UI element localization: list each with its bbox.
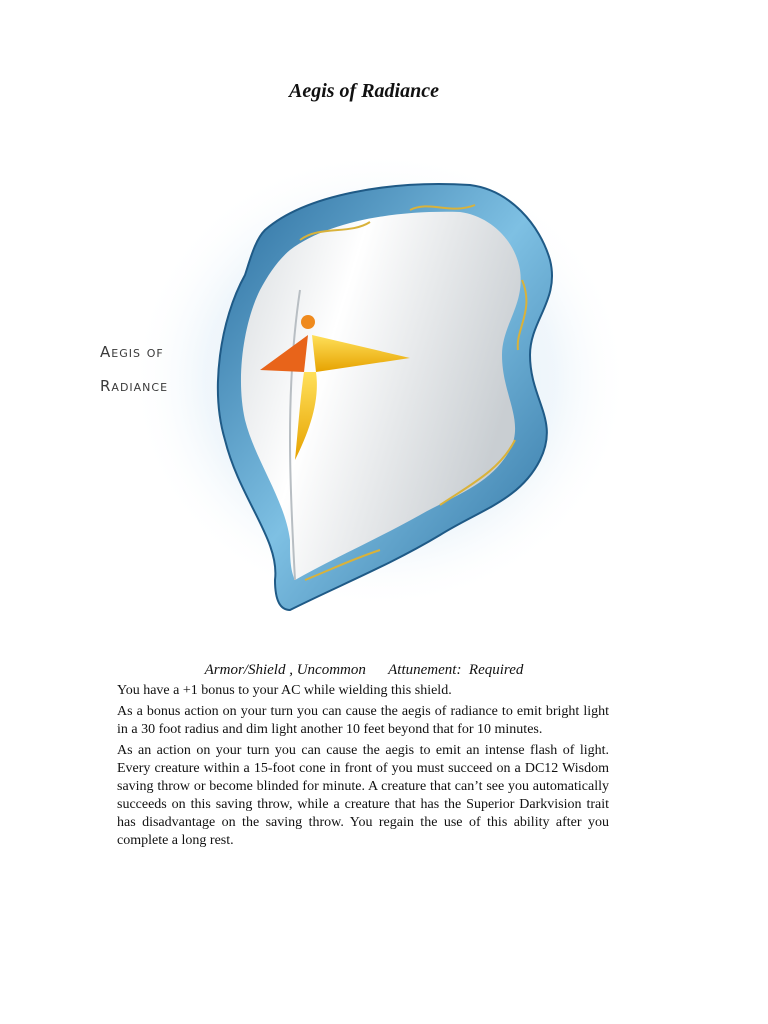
item-meta [0,662,728,679]
item-attunement: Attunement: Required [388,662,524,678]
shield-icon [90,140,630,640]
paragraph-bright-light: As a bonus action on your turn you can cause the aegis of radiance to emit bright light in a 30 foot radius and dim light another 10 feet beyond that for 10 minutes. [117,704,609,737]
item-category: Armor/Shield , Uncommon [204,662,366,678]
item-title: Aegis of Radiance [289,80,439,102]
art-caption-line-2: Radiance [100,377,169,395]
item-description [117,682,609,853]
paragraph-ac-bonus: You have a +1 bonus to your AC while wielding this shield. [117,683,452,698]
shield-illustration [90,140,630,640]
paragraph-flash: As an action on your turn you can cause the aegis to emit an intense flash of light. Every creature within a 15-foot cone in front of you must succeed on a DC12 Wisdom saving throw or become blinded for minute. A creature that can’t see you automatically succeeds on this saving throw, while a creature that has the Superior Darkvision trait has disadvantage on the saving throw. You regain the use of this ability after you complete a long rest. [117,743,609,848]
art-caption-line-1: Aegis of [100,343,164,361]
